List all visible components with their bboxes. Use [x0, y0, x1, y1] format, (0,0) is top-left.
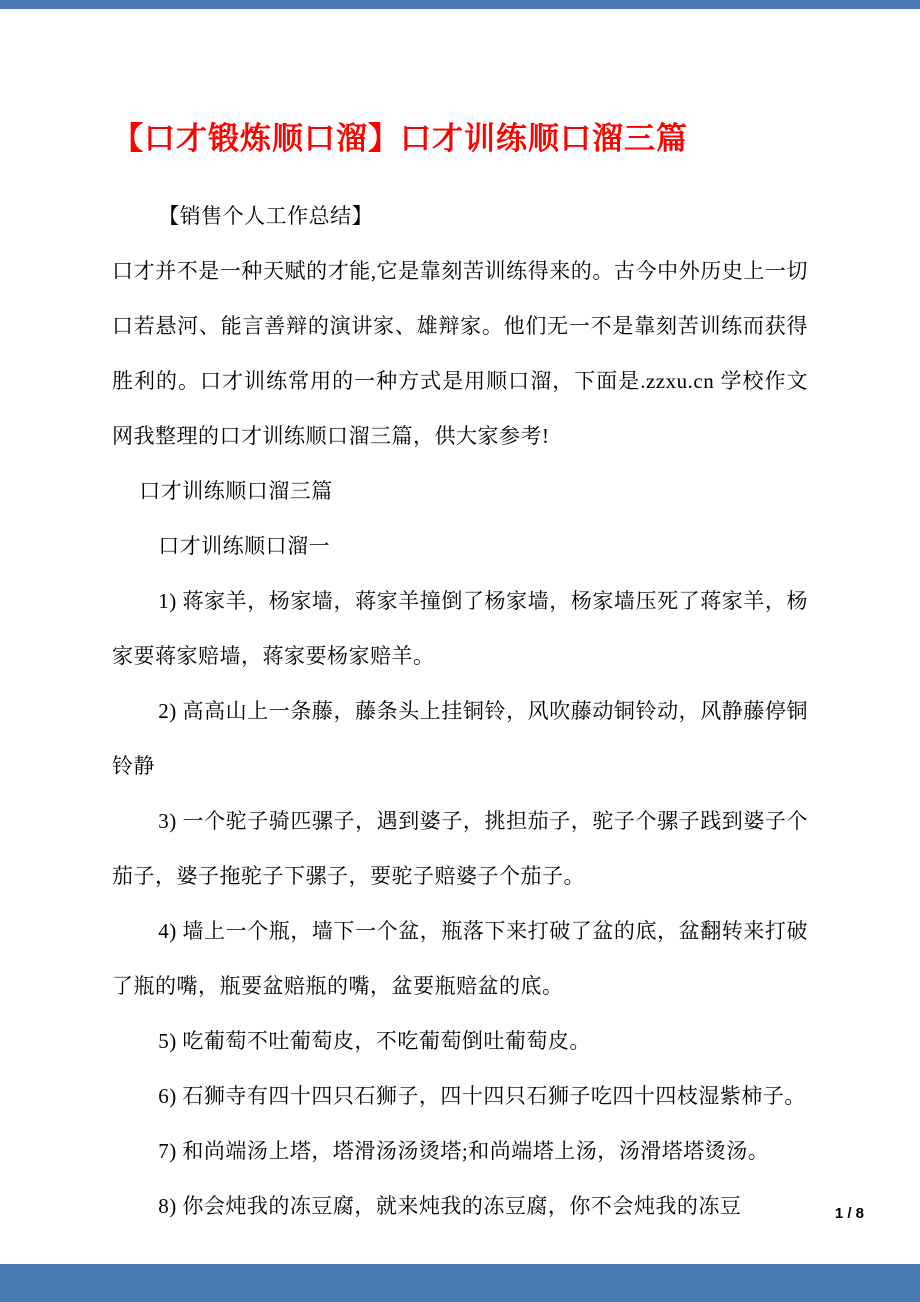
page-bottom-border-bar [0, 1264, 920, 1302]
paragraph: 8) 你会炖我的冻豆腐，就来炖我的冻豆腐，你不会炖我的冻豆 [158, 1194, 742, 1218]
paragraph: 3) 一个驼子骑匹骡子，遇到婆子，挑担茄子，驼子个骡子践到婆子个茄子，婆子拖驼子下骡子，要驼子赔婆子个茄子。 [112, 809, 808, 888]
document-body [112, 189, 808, 1234]
paragraph: 1) 蒋家羊，杨家墙，蒋家羊撞倒了杨家墙，杨家墙压死了蒋家羊，杨家要蒋家赔墙，蒋家要杨家赔羊。 [112, 589, 808, 668]
page-top-border-bar [0, 0, 920, 9]
page-number: 1 / 8 [834, 1205, 864, 1222]
paragraph: 7) 和尚端汤上塔，塔滑汤汤烫塔;和尚端塔上汤，汤滑塔塔烫汤。 [158, 1139, 770, 1163]
paragraph: 4) 墙上一个瓶，墙下一个盆，瓶落下来打破了盆的底，盆翻转来打破了瓶的嘴，瓶要盆赔瓶的嘴，盆要瓶赔盆的底。 [112, 919, 808, 998]
document-content [0, 9, 920, 1234]
paragraph: 口才训练顺口溜三篇 [139, 479, 333, 503]
paragraph: 6) 石狮寺有四十四只石狮子，四十四只石狮子吃四十四枝湿紫柿子。 [158, 1084, 806, 1108]
paragraph: 【销售个人工作总结】 [158, 204, 374, 228]
paragraph: 5) 吃葡萄不吐葡萄皮，不吃葡萄倒吐葡萄皮。 [158, 1029, 591, 1053]
paragraph: 口才训练顺口溜一 [158, 534, 331, 558]
paragraph: 口才并不是一种天赋的才能,它是靠刻苦训练得来的。古今中外历史上一切口若悬河、能言善辩的演讲家、雄辩家。他们无一不是靠刻苦训练而获得胜利的。口才训练常用的一种方式是用顺口溜，下面是.zzxu.cn 学校作文网我整理的口才训练顺口溜三篇，供大家参考! [112, 259, 808, 448]
paragraph: 2) 高高山上一条藤，藤条头上挂铜铃，风吹藤动铜铃动，风静藤停铜铃静 [112, 699, 808, 778]
document-title: 【口才锻炼顺口溜】口才训练顺口溜三篇 [112, 121, 688, 156]
